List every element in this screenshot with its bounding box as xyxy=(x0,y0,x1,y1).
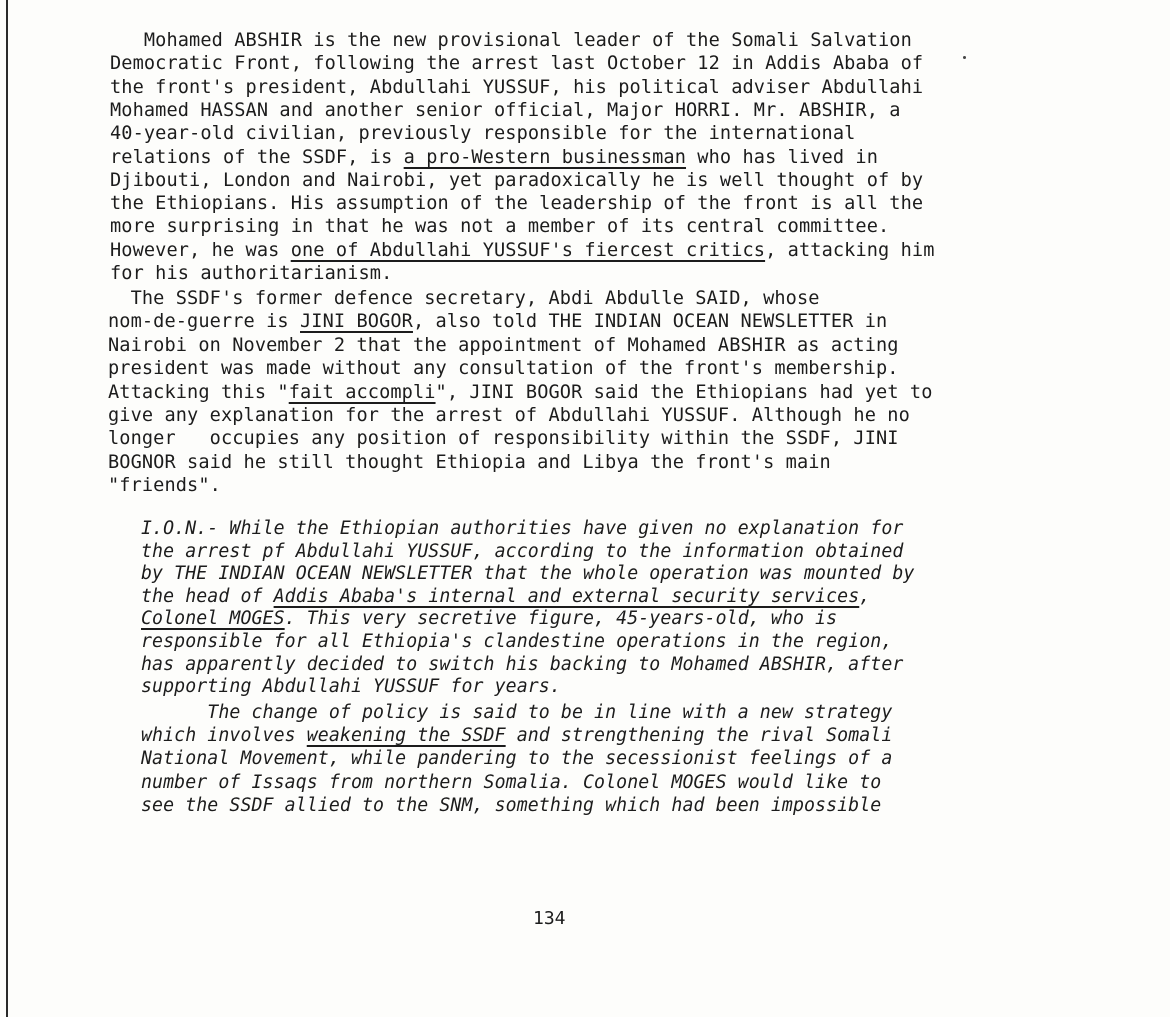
text-run: supporting Abdullahi YUSSUF for years. xyxy=(141,676,561,698)
text-run: Democratic Front, following the arrest last October 12 in Addis Ababa of xyxy=(110,53,924,75)
text-run: Djibouti, London and Nairobi, yet paradoxically he is well thought of by xyxy=(110,169,924,191)
text-run: the head of xyxy=(141,585,274,607)
scan-speck xyxy=(963,56,966,59)
text-run: by THE INDIAN OCEAN NEWSLETTER that the whole operation was mounted by xyxy=(141,563,915,585)
text-run: National Movement, while pandering to the secessionist feelings of a xyxy=(141,748,893,770)
text-run: The SSDF's former defence secretary, Abdi Abdulle SAID, whose xyxy=(108,288,820,309)
text-line xyxy=(141,518,903,540)
text-run: Nairobi on November 2 that the appointment of Mohamed ABSHIR as acting xyxy=(108,334,899,356)
scan-left-border xyxy=(6,0,8,1017)
text-run: I.O.N.- While the Ethiopian authorities have given no explanation for xyxy=(141,518,904,539)
text-line xyxy=(110,123,855,145)
text-line xyxy=(141,563,915,585)
underlined-phrase: fait accompli xyxy=(288,381,436,403)
text-run: . This very secretive figure, 45-years-old, who is xyxy=(284,608,838,630)
text-line xyxy=(110,30,912,52)
text-run: number of Issaqs from northern Somalia. Colonel MOGES would like to xyxy=(141,771,882,793)
text-line xyxy=(141,725,892,747)
underlined-phrase: weakening the SSDF xyxy=(306,725,506,747)
text-run: president was made without any consultation of the front's membership. xyxy=(108,358,899,380)
text-run: ", JINI BOGOR said the Ethiopians had yet to xyxy=(435,381,933,403)
text-run: 40-year-old civilian, previously responsible for the international xyxy=(110,123,856,145)
text-run: The change of policy is said to be in line with a new strategy xyxy=(141,702,893,723)
text-line xyxy=(141,748,892,770)
text-run: more surprising in that he was not a member of its central committee. xyxy=(110,216,890,238)
text-run: relations of the SSDF, is xyxy=(110,146,404,168)
text-run: responsible for all Ethiopia's clandestine operations in the region, xyxy=(141,631,893,652)
text-line xyxy=(141,654,903,676)
underlined-phrase: one of Abdullahi YUSSUF's fiercest critics xyxy=(290,239,766,261)
text-line xyxy=(108,288,820,310)
text-run: the front's president, Abdullahi YUSSUF, his political adviser Abdullahi xyxy=(110,76,924,98)
text-run: Mohamed HASSAN and another senior official, Major HORRI. Mr. ABSHIR, a xyxy=(110,99,901,121)
text-line xyxy=(141,631,892,653)
text-line xyxy=(108,452,831,474)
text-line xyxy=(141,676,561,698)
underlined-phrase: Addis Ababa's internal and external security services xyxy=(273,585,860,607)
text-run: the Ethiopians. His assumption of the leadership of the front is all the xyxy=(110,193,924,215)
text-line xyxy=(141,702,892,724)
text-line xyxy=(108,475,221,497)
text-run: has apparently decided to switch his backing to Mohamed ABSHIR, after xyxy=(141,653,904,675)
text-line xyxy=(110,53,923,75)
underlined-phrase: Colonel MOGES xyxy=(141,608,285,630)
text-run: who has lived in xyxy=(686,146,879,168)
text-run: nom-de-guerre is xyxy=(108,311,301,333)
text-line xyxy=(141,795,881,817)
text-run: Mohamed ABSHIR is the new provisional leader of the Somali Salvation xyxy=(110,30,912,51)
text-line xyxy=(141,586,870,608)
text-run: see the SSDF allied to the SNM, something which had been impossible xyxy=(141,794,882,816)
text-run: "friends". xyxy=(108,475,221,497)
text-run: which involves xyxy=(141,725,307,747)
text-run: , xyxy=(859,585,871,607)
text-line xyxy=(110,216,889,238)
page-number: 134 xyxy=(533,908,566,929)
text-line xyxy=(108,382,933,404)
text-run: give any explanation for the arrest of Abdullahi YUSSUF. Although he no xyxy=(108,405,910,426)
text-run: Attacking this " xyxy=(108,381,289,403)
text-run: BOGNOR said he still thought Ethiopia and Libya the front's main xyxy=(108,451,831,473)
text-line xyxy=(110,77,923,99)
text-run: , attacking him xyxy=(765,239,935,261)
text-line xyxy=(108,335,899,357)
text-line xyxy=(110,193,923,215)
text-line xyxy=(108,405,910,427)
text-line xyxy=(110,100,901,122)
text-line xyxy=(110,170,923,192)
underlined-phrase: a pro-Western businessman xyxy=(403,146,687,168)
underlined-phrase: JINI BOGOR xyxy=(300,311,413,333)
text-line xyxy=(141,608,837,630)
text-line xyxy=(108,311,887,333)
text-line xyxy=(108,428,899,450)
text-run: the arrest pf Abdullahi YUSSUF, according to the information obtained xyxy=(141,540,904,562)
text-line xyxy=(110,147,878,169)
text-line xyxy=(108,358,899,380)
text-line xyxy=(110,263,392,285)
text-line xyxy=(141,541,903,563)
text-run: and strengthening the rival Somali xyxy=(505,725,893,747)
text-run: , also told THE INDIAN OCEAN NEWSLETTER in xyxy=(412,311,888,333)
text-run: However, he was xyxy=(110,239,291,261)
text-run: for his authoritarianism. xyxy=(110,263,393,284)
text-line xyxy=(141,772,881,794)
text-line xyxy=(110,240,935,262)
text-run: longer occupies any position of responsibility within the SSDF, JINI xyxy=(108,428,899,450)
